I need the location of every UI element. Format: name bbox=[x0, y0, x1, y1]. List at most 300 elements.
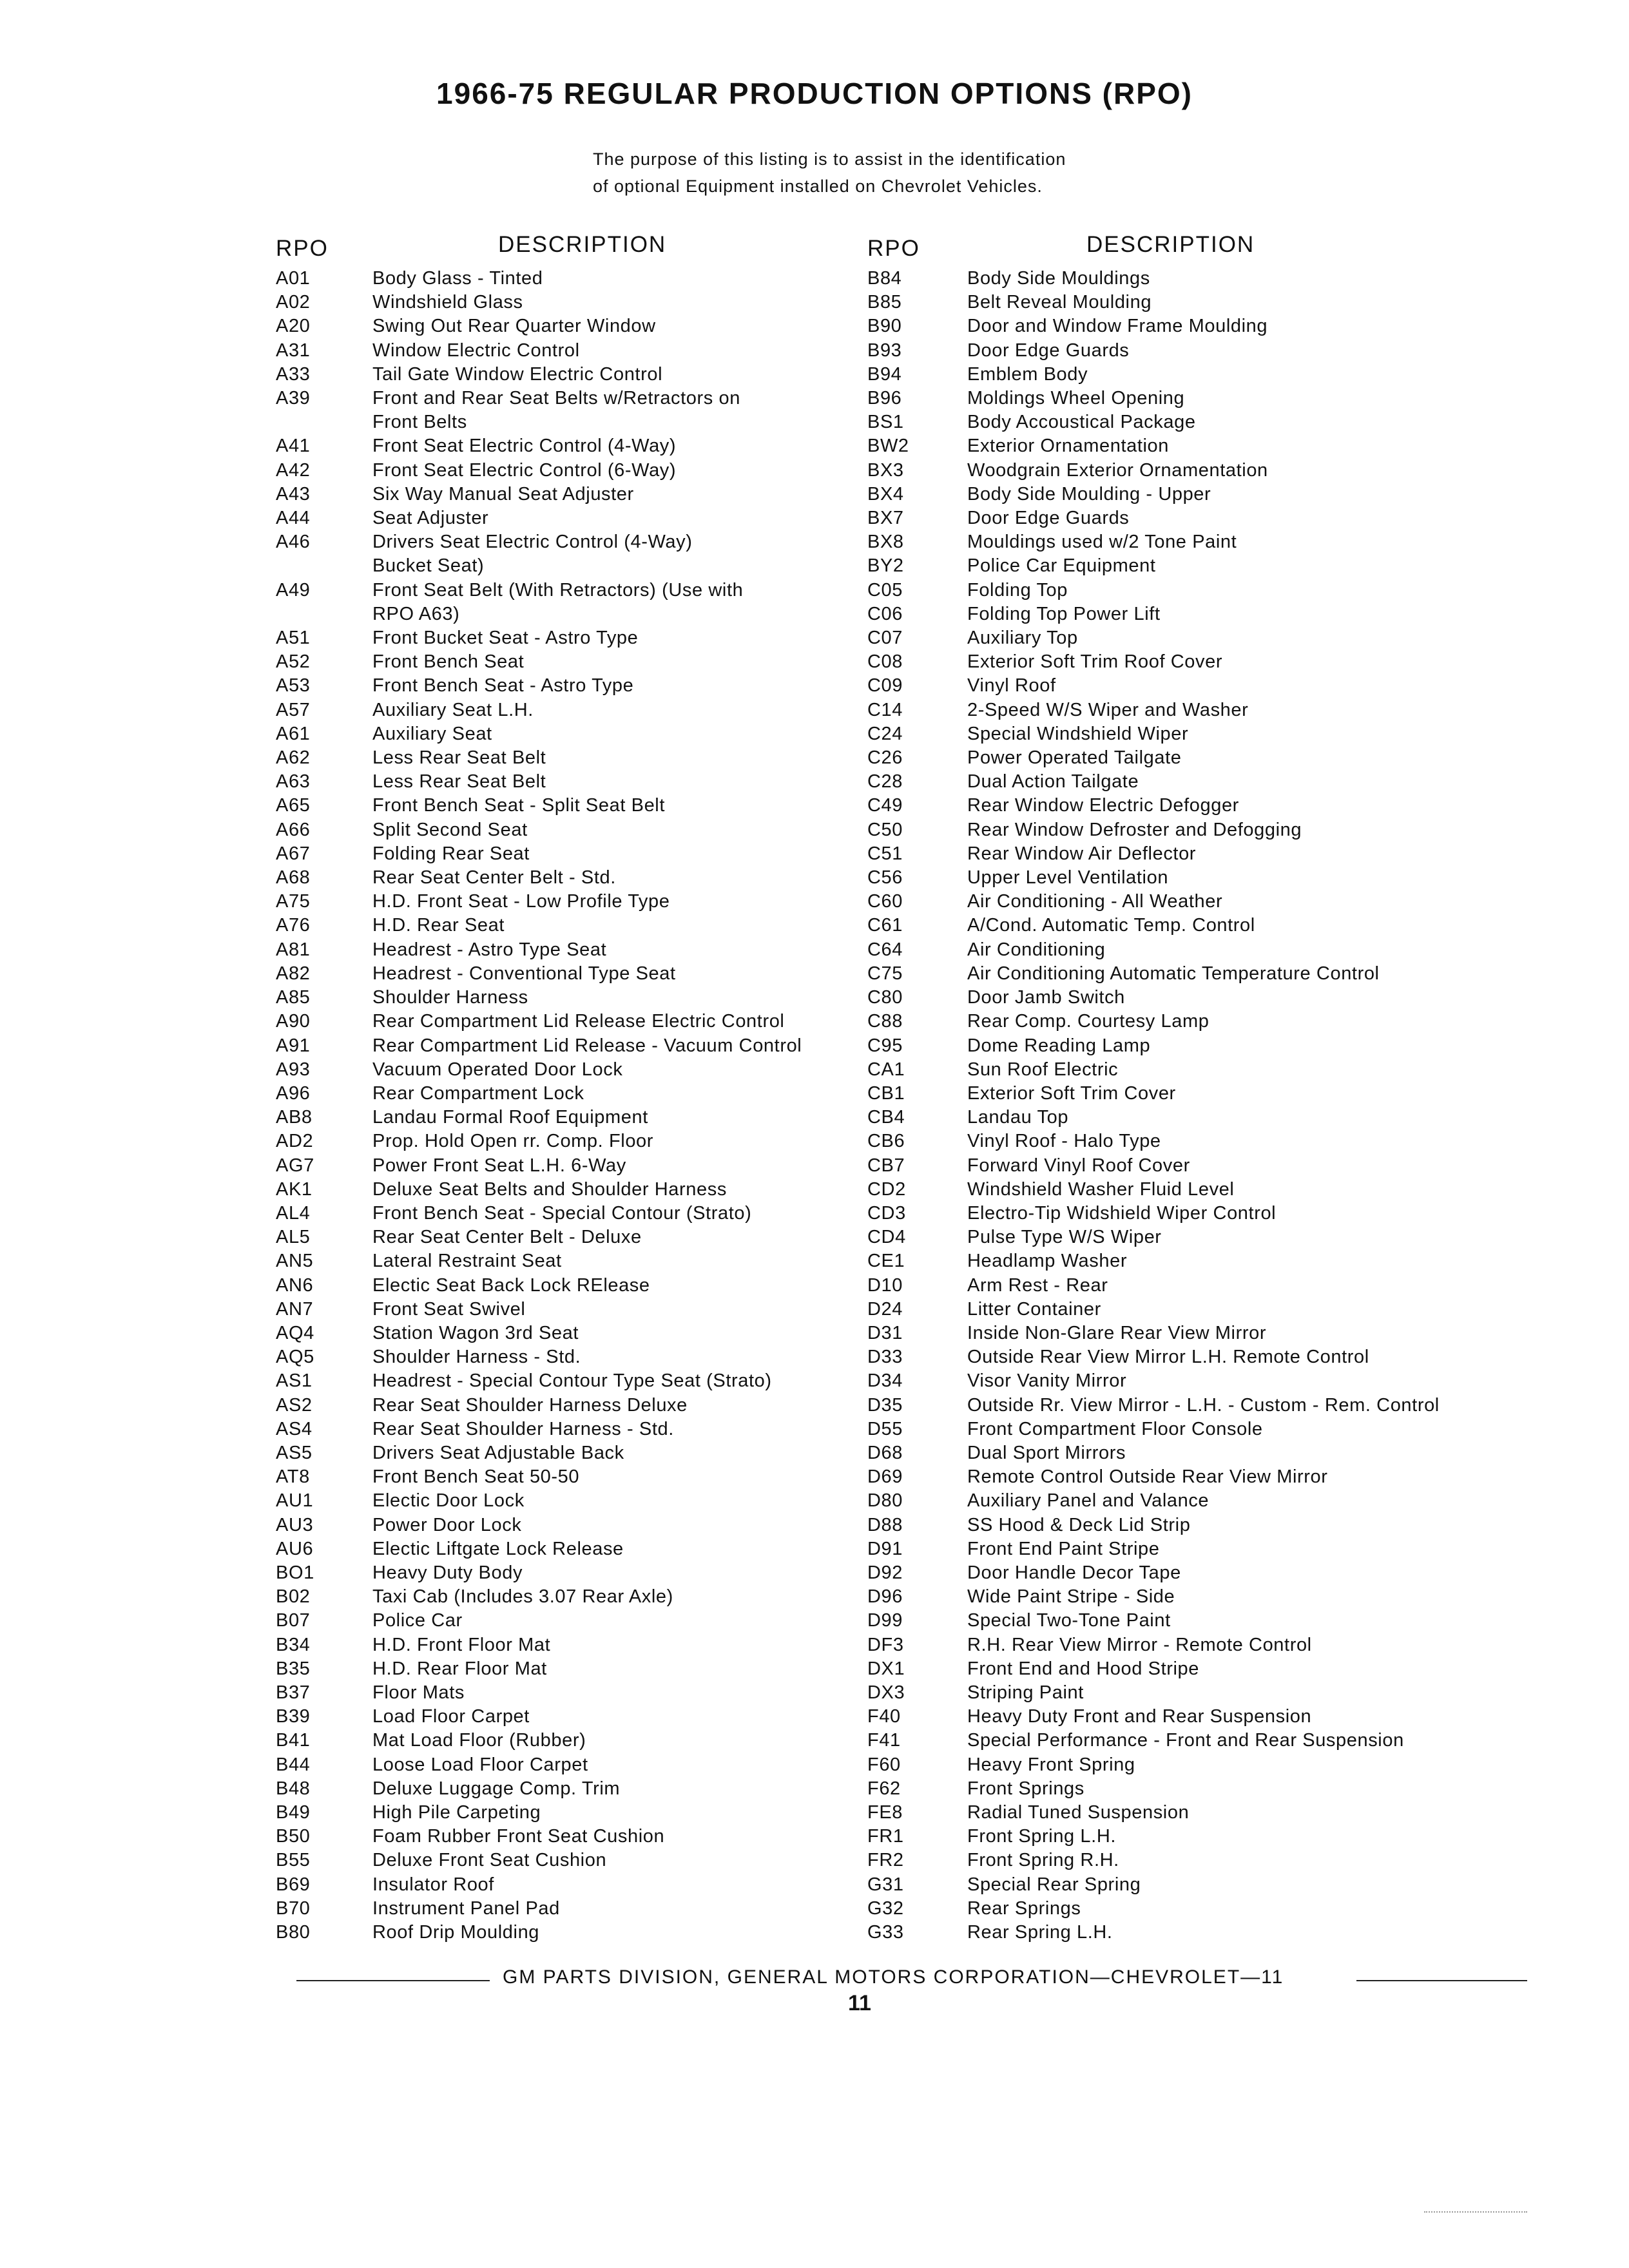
rpo-code: AL5 bbox=[276, 1227, 311, 1248]
rpo-row bbox=[867, 434, 1589, 458]
rpo-row bbox=[867, 794, 1589, 818]
rpo-code: C51 bbox=[867, 843, 903, 864]
rpo-code: A91 bbox=[276, 1035, 311, 1056]
rpo-code: B50 bbox=[276, 1826, 311, 1847]
rpo-row bbox=[867, 1681, 1589, 1705]
rpo-description: Front Seat Belt (With Retractors) (Use with RPO A63) bbox=[372, 579, 744, 624]
footer-rule-right bbox=[1356, 1980, 1527, 1981]
rpo-code: F62 bbox=[867, 1778, 901, 1799]
purpose-line: of optional Equipment installed on Chevrolet Vehicles. bbox=[593, 177, 1043, 196]
rpo-row bbox=[276, 986, 869, 1010]
rpo-row bbox=[867, 722, 1589, 746]
rpo-code: B96 bbox=[867, 388, 902, 409]
rpo-description: Less Rear Seat Belt bbox=[372, 747, 546, 769]
rpo-code: CD2 bbox=[867, 1178, 906, 1200]
rpo-code: CA1 bbox=[867, 1059, 905, 1080]
rpo-row bbox=[276, 1897, 869, 1921]
rpo-row bbox=[867, 1249, 1589, 1273]
rpo-row bbox=[867, 410, 1589, 434]
rpo-description: H.D. Rear Seat bbox=[372, 915, 505, 936]
description-header: DESCRIPTION bbox=[498, 232, 667, 257]
rpo-code: CB6 bbox=[867, 1131, 905, 1152]
rpo-code: B94 bbox=[867, 363, 902, 385]
rpo-code: D80 bbox=[867, 1490, 903, 1512]
rpo-code: AU1 bbox=[276, 1490, 314, 1512]
rpo-description: Sun Roof Electric bbox=[967, 1059, 1119, 1080]
rpo-row bbox=[867, 1225, 1589, 1249]
rpo-row bbox=[276, 1441, 869, 1465]
rpo-description: Front Springs bbox=[967, 1778, 1084, 1799]
rpo-description: Heavy Front Spring bbox=[967, 1754, 1135, 1775]
rpo-row bbox=[867, 1321, 1589, 1345]
rpo-description: Special Two-Tone Paint bbox=[967, 1610, 1171, 1631]
footer bbox=[0, 1966, 1629, 1992]
rpo-description: Deluxe Seat Belts and Shoulder Harness bbox=[372, 1178, 727, 1200]
rpo-row bbox=[867, 650, 1589, 674]
rpo-code: A68 bbox=[276, 867, 311, 889]
rpo-code: A42 bbox=[276, 459, 311, 481]
rpo-description: Rear Window Electric Defogger bbox=[967, 795, 1239, 816]
rpo-description: Drivers Seat Electric Control (4-Way) Bucket Seat) bbox=[372, 532, 693, 577]
rpo-code: A96 bbox=[276, 1082, 311, 1104]
rpo-description: Front Seat Electric Control (6-Way) bbox=[372, 459, 677, 481]
rpo-code: A65 bbox=[276, 795, 311, 816]
rpo-description: Shoulder Harness bbox=[372, 987, 528, 1008]
rpo-row bbox=[867, 1825, 1589, 1849]
rpo-code: C07 bbox=[867, 628, 903, 649]
rpo-description: High Pile Carpeting bbox=[372, 1802, 541, 1823]
rpo-code: D69 bbox=[867, 1466, 903, 1488]
rpo-code: AN5 bbox=[276, 1251, 314, 1272]
rpo-code: B80 bbox=[276, 1922, 311, 1943]
rpo-description: Folding Top Power Lift bbox=[967, 603, 1161, 624]
rpo-row bbox=[276, 1609, 869, 1633]
rpo-row bbox=[867, 339, 1589, 363]
rpo-row bbox=[867, 506, 1589, 530]
rpo-description: Lateral Restraint Seat bbox=[372, 1251, 562, 1272]
rpo-description: Electic Seat Back Lock RElease bbox=[372, 1274, 650, 1296]
rpo-code: B39 bbox=[276, 1706, 311, 1727]
rpo-code: B35 bbox=[276, 1658, 311, 1679]
rpo-description: Vinyl Roof - Halo Type bbox=[967, 1131, 1161, 1152]
rpo-row bbox=[867, 1561, 1589, 1585]
rpo-code: A75 bbox=[276, 891, 311, 912]
rpo-code: BY2 bbox=[867, 555, 904, 577]
rpo-description: Dome Reading Lamp bbox=[967, 1035, 1151, 1056]
rpo-row bbox=[867, 1849, 1589, 1872]
rpo-row bbox=[867, 1274, 1589, 1298]
rpo-description: SS Hood & Deck Lid Strip bbox=[967, 1514, 1191, 1535]
rpo-row bbox=[867, 554, 1589, 578]
rpo-row bbox=[276, 1657, 869, 1681]
rpo-code: A61 bbox=[276, 723, 311, 744]
rpo-description: Special Windshield Wiper bbox=[967, 723, 1189, 744]
rpo-description: H.D. Rear Floor Mat bbox=[372, 1658, 547, 1679]
rpo-code: A66 bbox=[276, 819, 311, 840]
rpo-description: Front Bench Seat 50-50 bbox=[372, 1466, 580, 1488]
rpo-description: Auxiliary Top bbox=[967, 628, 1078, 649]
rpo-description: Body Glass - Tinted bbox=[372, 268, 543, 289]
rpo-description: Floor Mats bbox=[372, 1682, 465, 1703]
rpo-description: Visor Vanity Mirror bbox=[967, 1370, 1127, 1392]
rpo-row bbox=[276, 1729, 869, 1753]
rpo-row bbox=[276, 746, 869, 770]
rpo-row bbox=[276, 387, 869, 434]
rpo-row bbox=[276, 1274, 869, 1298]
rpo-row bbox=[867, 962, 1589, 986]
rpo-code: C50 bbox=[867, 819, 903, 840]
rpo-code: D10 bbox=[867, 1274, 903, 1296]
rpo-description: Wide Paint Stripe - Side bbox=[967, 1586, 1175, 1608]
rpo-code: D24 bbox=[867, 1298, 903, 1320]
rpo-row bbox=[867, 914, 1589, 937]
rpo-code: D88 bbox=[867, 1514, 903, 1535]
rpo-description: Deluxe Luggage Comp. Trim bbox=[372, 1778, 621, 1799]
rpo-code: B55 bbox=[276, 1850, 311, 1871]
rpo-description: Power Door Lock bbox=[372, 1514, 522, 1535]
rpo-code: A01 bbox=[276, 268, 311, 289]
rpo-description: Heavy Duty Front and Rear Suspension bbox=[967, 1706, 1312, 1727]
rpo-row bbox=[276, 434, 869, 458]
rpo-code: B49 bbox=[276, 1802, 311, 1823]
rpo-description: Folding Rear Seat bbox=[372, 843, 530, 864]
rpo-list bbox=[867, 267, 1589, 1945]
rpo-row bbox=[867, 579, 1589, 602]
rpo-row bbox=[276, 1298, 869, 1321]
rpo-row bbox=[276, 459, 869, 483]
rpo-code: A82 bbox=[276, 963, 311, 984]
rpo-code: B70 bbox=[276, 1898, 311, 1919]
rpo-code: A33 bbox=[276, 363, 311, 385]
rpo-row bbox=[867, 1585, 1589, 1609]
rpo-description: Front Bench Seat bbox=[372, 651, 525, 673]
rpo-description: Windshield Glass bbox=[372, 292, 523, 313]
rpo-description: Outside Rear View Mirror L.H. Remote Control bbox=[967, 1347, 1369, 1368]
rpo-code: B44 bbox=[276, 1754, 311, 1775]
rpo-description: Door and Window Frame Moulding bbox=[967, 316, 1268, 337]
rpo-code: BW2 bbox=[867, 436, 909, 457]
rpo-row bbox=[276, 794, 869, 818]
rpo-row bbox=[276, 1873, 869, 1897]
rpo-code: BX7 bbox=[867, 508, 904, 529]
rpo-description: Window Electric Control bbox=[372, 340, 580, 361]
rpo-description: Special Performance - Front and Rear Suspension bbox=[967, 1730, 1404, 1751]
rpo-code: A81 bbox=[276, 939, 311, 960]
rpo-description: Exterior Soft Trim Roof Cover bbox=[967, 651, 1223, 673]
rpo-description: Dual Sport Mirrors bbox=[967, 1442, 1126, 1463]
rpo-code: F40 bbox=[867, 1706, 901, 1727]
rpo-code: AQ5 bbox=[276, 1347, 314, 1368]
rpo-row bbox=[276, 530, 869, 578]
rpo-code: B69 bbox=[276, 1874, 311, 1895]
rpo-code: AS1 bbox=[276, 1370, 313, 1392]
rpo-description: Front Bench Seat - Split Seat Belt bbox=[372, 795, 666, 816]
rpo-row bbox=[867, 1801, 1589, 1825]
rpo-description: Front Bucket Seat - Astro Type bbox=[372, 628, 639, 649]
rpo-row bbox=[867, 698, 1589, 722]
rpo-description: Front Compartment Floor Console bbox=[967, 1418, 1263, 1439]
rpo-code: A57 bbox=[276, 699, 311, 720]
rpo-description: Police Car Equipment bbox=[967, 555, 1156, 577]
rpo-row bbox=[276, 1465, 869, 1489]
rpo-description: Front End Paint Stripe bbox=[967, 1538, 1160, 1559]
rpo-code: B02 bbox=[276, 1586, 311, 1608]
rpo-description: Prop. Hold Open rr. Comp. Floor bbox=[372, 1131, 654, 1152]
rpo-code: A51 bbox=[276, 628, 311, 649]
footer-rule-left bbox=[296, 1980, 490, 1981]
rpo-row bbox=[867, 1010, 1589, 1033]
rpo-row bbox=[867, 602, 1589, 626]
rpo-code: FE8 bbox=[867, 1802, 903, 1823]
rpo-code: D31 bbox=[867, 1322, 903, 1343]
rpo-code: C08 bbox=[867, 651, 903, 673]
rpo-code: C49 bbox=[867, 795, 903, 816]
rpo-code: C14 bbox=[867, 699, 903, 720]
rpo-description: Folding Top bbox=[967, 579, 1068, 601]
rpo-row bbox=[867, 314, 1589, 338]
rpo-description: Electic Liftgate Lock Release bbox=[372, 1538, 624, 1559]
rpo-code: A31 bbox=[276, 340, 311, 361]
rpo-code: C09 bbox=[867, 675, 903, 697]
rpo-row bbox=[276, 938, 869, 962]
rpo-code: D91 bbox=[867, 1538, 903, 1559]
rpo-row bbox=[867, 1202, 1589, 1225]
rpo-row bbox=[867, 1178, 1589, 1202]
rpo-code: C60 bbox=[867, 891, 903, 912]
rpo-description: Rear Compartment Lid Release Electric Control bbox=[372, 1011, 785, 1032]
rpo-row bbox=[867, 1058, 1589, 1082]
rpo-code: FR1 bbox=[867, 1826, 904, 1847]
rpo-description: Auxiliary Panel and Valance bbox=[967, 1490, 1210, 1512]
purpose-line: The purpose of this listing is to assist in the identification bbox=[593, 149, 1066, 169]
rpo-description: Front End and Hood Stripe bbox=[967, 1658, 1199, 1679]
rpo-code: B85 bbox=[867, 292, 902, 313]
rpo-description: Exterior Soft Trim Cover bbox=[967, 1082, 1176, 1104]
rpo-code: AU3 bbox=[276, 1514, 314, 1535]
rpo-row bbox=[276, 1849, 869, 1872]
rpo-code: C64 bbox=[867, 939, 903, 960]
rpo-description: Upper Level Ventilation bbox=[967, 867, 1169, 889]
rpo-code: C61 bbox=[867, 915, 903, 936]
rpo-description: Rear Seat Center Belt - Std. bbox=[372, 867, 616, 889]
rpo-description: Door Edge Guards bbox=[967, 340, 1130, 361]
rpo-row bbox=[867, 1921, 1589, 1945]
rpo-row bbox=[867, 1777, 1589, 1801]
rpo-row bbox=[867, 1657, 1589, 1681]
rpo-description: Rear Comp. Courtesy Lamp bbox=[967, 1011, 1210, 1032]
rpo-code: AN6 bbox=[276, 1274, 314, 1296]
rpo-description: Exterior Ornamentation bbox=[967, 436, 1169, 457]
rpo-row bbox=[867, 1345, 1589, 1369]
rpo-code: AT8 bbox=[276, 1466, 310, 1488]
rpo-code: CB7 bbox=[867, 1155, 905, 1176]
rpo-code: D33 bbox=[867, 1347, 903, 1368]
rpo-description: Headrest - Astro Type Seat bbox=[372, 939, 607, 960]
column-header bbox=[276, 232, 869, 267]
rpo-code: AS4 bbox=[276, 1418, 313, 1439]
rpo-description: Split Second Seat bbox=[372, 819, 528, 840]
rpo-description: Door Jamb Switch bbox=[967, 987, 1125, 1008]
page-number: 11 bbox=[848, 1991, 871, 2015]
rpo-row bbox=[276, 866, 869, 890]
rpo-code: A41 bbox=[276, 436, 311, 457]
rpo-code: F60 bbox=[867, 1754, 901, 1775]
rpo-description: Arm Rest - Rear bbox=[967, 1274, 1108, 1296]
rpo-row bbox=[276, 1202, 869, 1225]
rpo-code: C56 bbox=[867, 867, 903, 889]
rpo-row bbox=[867, 938, 1589, 962]
rpo-row bbox=[276, 314, 869, 338]
rpo-row bbox=[867, 1106, 1589, 1129]
rpo-description: Body Side Mouldings bbox=[967, 268, 1150, 289]
rpo-description: Rear Spring L.H. bbox=[967, 1922, 1113, 1943]
rpo-description: 2-Speed W/S Wiper and Washer bbox=[967, 699, 1249, 720]
rpo-row bbox=[276, 914, 869, 937]
rpo-description: Six Way Manual Seat Adjuster bbox=[372, 483, 634, 505]
rpo-code: AS5 bbox=[276, 1442, 313, 1463]
rpo-code: BX3 bbox=[867, 459, 904, 481]
rpo-row bbox=[867, 746, 1589, 770]
rpo-code: CD4 bbox=[867, 1227, 906, 1248]
rpo-description: Front Seat Swivel bbox=[372, 1298, 526, 1320]
rpo-row bbox=[867, 1465, 1589, 1489]
rpo-description: Outside Rr. View Mirror - L.H. - Custom - Rem. Control bbox=[967, 1394, 1440, 1416]
rpo-description: Landau Formal Roof Equipment bbox=[372, 1107, 648, 1128]
rpo-row bbox=[867, 1369, 1589, 1393]
rpo-row bbox=[867, 1129, 1589, 1153]
rpo-row bbox=[276, 1825, 869, 1849]
rpo-description: Front Spring L.H. bbox=[967, 1826, 1117, 1847]
rpo-row bbox=[276, 1106, 869, 1129]
rpo-description: Swing Out Rear Quarter Window bbox=[372, 316, 656, 337]
rpo-description: Inside Non-Glare Rear View Mirror bbox=[967, 1322, 1267, 1343]
rpo-code: C26 bbox=[867, 747, 903, 769]
rpo-description: Door Edge Guards bbox=[967, 508, 1130, 529]
rpo-description: Loose Load Floor Carpet bbox=[372, 1754, 588, 1775]
rpo-description: Insulator Roof bbox=[372, 1874, 494, 1895]
rpo-row bbox=[867, 1418, 1589, 1441]
rpo-code: BX8 bbox=[867, 532, 904, 553]
rpo-code: B41 bbox=[276, 1730, 311, 1751]
rpo-code: D96 bbox=[867, 1586, 903, 1608]
rpo-description: Rear Compartment Lid Release - Vacuum Control bbox=[372, 1035, 802, 1056]
rpo-code: B90 bbox=[867, 316, 902, 337]
rpo-row bbox=[276, 890, 869, 914]
rpo-description: Body Accoustical Package bbox=[967, 412, 1196, 433]
rpo-description: Front and Rear Seat Belts w/Retractors on Front Belts bbox=[372, 388, 741, 433]
rpo-description: Tail Gate Window Electric Control bbox=[372, 363, 663, 385]
rpo-code: BO1 bbox=[276, 1562, 314, 1583]
rpo-row bbox=[867, 1394, 1589, 1418]
rpo-list bbox=[276, 267, 869, 1945]
rpo-row bbox=[276, 291, 869, 314]
rpo-row bbox=[867, 626, 1589, 650]
rpo-description: Foam Rubber Front Seat Cushion bbox=[372, 1826, 665, 1847]
rpo-code: CB4 bbox=[867, 1107, 905, 1128]
rpo-code: A52 bbox=[276, 651, 311, 673]
rpo-description: Rear Seat Shoulder Harness - Std. bbox=[372, 1418, 674, 1439]
rpo-row bbox=[276, 650, 869, 674]
rpo-code: B93 bbox=[867, 340, 902, 361]
rpo-row bbox=[276, 579, 869, 626]
rpo-description: Rear Seat Shoulder Harness Deluxe bbox=[372, 1394, 688, 1416]
rpo-code: CE1 bbox=[867, 1251, 905, 1272]
rpo-row bbox=[867, 842, 1589, 866]
rpo-row bbox=[276, 483, 869, 506]
rpo-description: Rear Springs bbox=[967, 1898, 1081, 1919]
rpo-description: Police Car bbox=[372, 1610, 463, 1631]
rpo-row bbox=[867, 1489, 1589, 1513]
rpo-code: DX3 bbox=[867, 1682, 905, 1703]
rpo-description: Shoulder Harness - Std. bbox=[372, 1347, 581, 1368]
rpo-description: Mouldings used w/2 Tone Paint bbox=[967, 532, 1237, 553]
rpo-description: Emblem Body bbox=[967, 363, 1088, 385]
rpo-row bbox=[867, 770, 1589, 794]
rpo-code: D68 bbox=[867, 1442, 903, 1463]
rpo-description: A/Cond. Automatic Temp. Control bbox=[967, 915, 1255, 936]
rpo-code: A53 bbox=[276, 675, 311, 697]
rpo-row bbox=[276, 1921, 869, 1945]
rpo-row bbox=[867, 1705, 1589, 1729]
rpo-code: A90 bbox=[276, 1011, 311, 1032]
rpo-row bbox=[276, 1154, 869, 1178]
rpo-description: Mat Load Floor (Rubber) bbox=[372, 1730, 586, 1751]
rpo-row bbox=[276, 722, 869, 746]
rpo-row bbox=[276, 1681, 869, 1705]
rpo-description: Roof Drip Moulding bbox=[372, 1922, 540, 1943]
rpo-row bbox=[276, 1249, 869, 1273]
rpo-description: Front Spring R.H. bbox=[967, 1850, 1119, 1871]
rpo-row bbox=[867, 890, 1589, 914]
rpo-row bbox=[276, 626, 869, 650]
rpo-row bbox=[867, 267, 1589, 291]
rpo-description: Front Seat Electric Control (4-Way) bbox=[372, 436, 677, 457]
rpo-code: G31 bbox=[867, 1874, 904, 1895]
rpo-code: B07 bbox=[276, 1610, 311, 1631]
rpo-row bbox=[867, 986, 1589, 1010]
rpo-code: DX1 bbox=[867, 1658, 905, 1679]
rpo-column-left bbox=[276, 232, 869, 1945]
rpo-row bbox=[276, 1034, 869, 1058]
rpo-code: D34 bbox=[867, 1370, 903, 1392]
rpo-code: CD3 bbox=[867, 1202, 906, 1224]
rpo-row bbox=[867, 1753, 1589, 1777]
rpo-row bbox=[867, 530, 1589, 554]
rpo-row bbox=[276, 1058, 869, 1082]
description-header: DESCRIPTION bbox=[1086, 232, 1255, 257]
rpo-row bbox=[276, 1010, 869, 1033]
rpo-header: RPO bbox=[867, 236, 920, 261]
rpo-row bbox=[276, 1705, 869, 1729]
rpo-description: Deluxe Front Seat Cushion bbox=[372, 1850, 607, 1871]
rpo-code: C24 bbox=[867, 723, 903, 744]
rpo-code: C95 bbox=[867, 1035, 903, 1056]
rpo-code: A85 bbox=[276, 987, 311, 1008]
rpo-description: Rear Window Air Deflector bbox=[967, 843, 1197, 864]
rpo-description: Front Bench Seat - Special Contour (Strato) bbox=[372, 1202, 752, 1224]
rpo-description: R.H. Rear View Mirror - Remote Control bbox=[967, 1634, 1312, 1655]
rpo-description: Taxi Cab (Includes 3.07 Rear Axle) bbox=[372, 1586, 673, 1608]
rpo-description: Electic Door Lock bbox=[372, 1490, 525, 1512]
rpo-row bbox=[867, 1873, 1589, 1897]
rpo-row bbox=[867, 1729, 1589, 1753]
rpo-row bbox=[276, 1777, 869, 1801]
rpo-row bbox=[276, 674, 869, 698]
rpo-code: AN7 bbox=[276, 1298, 314, 1320]
rpo-row bbox=[276, 818, 869, 842]
rpo-row bbox=[276, 1801, 869, 1825]
rpo-description: Door Handle Decor Tape bbox=[967, 1562, 1181, 1583]
